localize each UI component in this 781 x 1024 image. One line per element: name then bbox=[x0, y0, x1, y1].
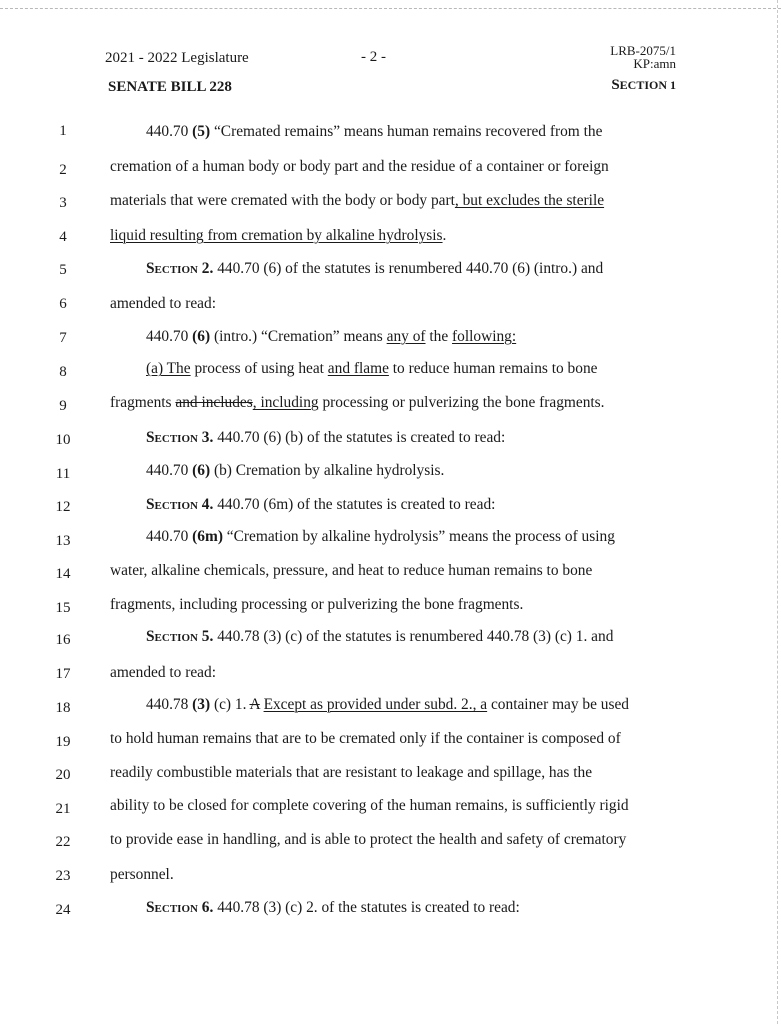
line-number: 6 bbox=[59, 296, 67, 312]
inserted-text: (a) The bbox=[146, 360, 191, 377]
inserted-text: , including bbox=[252, 394, 319, 411]
line-number: 9 bbox=[59, 398, 67, 414]
text-line-16: Section 5. 440.78 (3) (c) of the statutes is renumbered 440.78 (3) (c) 1. and bbox=[146, 628, 614, 645]
bill-title: SENATE BILL 228 bbox=[108, 79, 232, 95]
text-line-19: to hold human remains that are to be cremated only if the container is composed of bbox=[110, 730, 621, 747]
section-label: Section 6. bbox=[146, 899, 214, 916]
text-line-5: Section 2. 440.70 (6) of the statutes is renumbered 440.70 (6) (intro.) and bbox=[146, 260, 604, 277]
line-number: 4 bbox=[59, 229, 67, 245]
line-number: 17 bbox=[55, 666, 71, 682]
text-line-12: Section 4. 440.70 (6m) of the statutes is created to read: bbox=[146, 496, 496, 513]
text-line-3: materials that were cremated with the body or body part, but excludes the sterile bbox=[110, 192, 605, 209]
line-number: 24 bbox=[55, 902, 71, 918]
inserted-text: Except as provided under subd. 2., a bbox=[263, 696, 488, 713]
drafter-code: LRB-2075/1 bbox=[610, 43, 676, 58]
line-number: 7 bbox=[59, 330, 67, 346]
inserted-text: , but excludes the sterile bbox=[454, 192, 605, 209]
line-number: 13 bbox=[55, 533, 71, 549]
deleted-text: and includes bbox=[175, 394, 253, 411]
line-number: 22 bbox=[55, 834, 71, 850]
line-number: 8 bbox=[59, 364, 67, 380]
line-number: 15 bbox=[55, 600, 71, 616]
text-line-22: to provide ease in handling, and is able to protect the health and safety of crematory bbox=[110, 831, 627, 848]
line-number: 21 bbox=[55, 801, 71, 817]
line-number: 5 bbox=[59, 262, 67, 278]
line-number: 20 bbox=[55, 767, 71, 783]
inserted-text: and flame bbox=[327, 360, 389, 377]
inserted-text: any of bbox=[386, 328, 426, 345]
text-line-8: (a) The process of using heat and flame to reduce human remains to bone bbox=[146, 360, 598, 377]
text-line-21: ability to be closed for complete covering of the human remains, is sufficiently rigid bbox=[110, 797, 629, 814]
text-line-10: Section 3. 440.70 (6) (b) of the statutes is created to read: bbox=[146, 429, 506, 446]
text-line-18: 440.78 (3) (c) 1. A Except as provided under subd. 2., a container may be used bbox=[146, 696, 630, 713]
line-number: 3 bbox=[59, 195, 67, 211]
text-line-1: 440.70 (5) “Cremated remains” means human remains recovered from the bbox=[146, 123, 603, 140]
text-line-4: liquid resulting from cremation by alkaline hydrolysis. bbox=[110, 227, 447, 244]
section-label: Section 4. bbox=[146, 496, 214, 513]
section-label: Section 3. bbox=[146, 429, 214, 446]
text-line-13: 440.70 (6m) “Cremation by alkaline hydrolysis” means the process of using bbox=[146, 528, 615, 545]
scan-edge-right bbox=[777, 0, 778, 1024]
text-line-24: Section 6. 440.78 (3) (c) 2. of the statutes is created to read: bbox=[146, 899, 520, 916]
text-line-20: readily combustible materials that are resistant to leakage and spillage, has the bbox=[110, 764, 593, 781]
text-line-17: amended to read: bbox=[110, 664, 216, 681]
text-line-14: water, alkaline chemicals, pressure, and heat to reduce human remains to bone bbox=[110, 562, 593, 579]
inserted-text: following: bbox=[452, 328, 517, 345]
section-header: SECTION 1 bbox=[611, 77, 676, 93]
line-number: 2 bbox=[59, 162, 67, 178]
text-line-11: 440.70 (6) (b) Cremation by alkaline hydrolysis. bbox=[146, 462, 445, 479]
line-number: 18 bbox=[55, 700, 71, 716]
text-line-9: fragments and includes, including processing or pulverizing the bone fragments. bbox=[110, 394, 605, 411]
text-line-2: cremation of a human body or body part and the residue of a container or foreign bbox=[110, 158, 609, 175]
text-line-23: personnel. bbox=[110, 866, 174, 883]
line-number: 19 bbox=[55, 734, 71, 750]
text-line-7: 440.70 (6) (intro.) “Cremation” means any of the following: bbox=[146, 328, 517, 345]
line-number: 23 bbox=[55, 868, 71, 884]
drafter-reference bbox=[610, 44, 676, 70]
drafter-initials: KP:amn bbox=[633, 56, 676, 71]
section-label: Section 5. bbox=[146, 628, 214, 645]
inserted-text: liquid resulting from cremation by alkaline hydrolysis bbox=[110, 227, 443, 244]
line-number: 16 bbox=[55, 632, 71, 648]
line-number: 10 bbox=[55, 432, 71, 448]
text-line-15: fragments, including processing or pulverizing the bone fragments. bbox=[110, 596, 524, 613]
scan-edge-top bbox=[0, 8, 781, 9]
line-number: 14 bbox=[55, 566, 71, 582]
session-label: 2021 - 2022 Legislature bbox=[105, 50, 249, 66]
deleted-text: A bbox=[249, 696, 260, 713]
text-line-6: amended to read: bbox=[110, 295, 216, 312]
line-number: 12 bbox=[55, 499, 71, 515]
line-number: 11 bbox=[55, 466, 71, 482]
section-label: Section 2. bbox=[146, 260, 214, 277]
line-number: 1 bbox=[59, 123, 67, 139]
page-number: - 2 - bbox=[361, 49, 386, 65]
